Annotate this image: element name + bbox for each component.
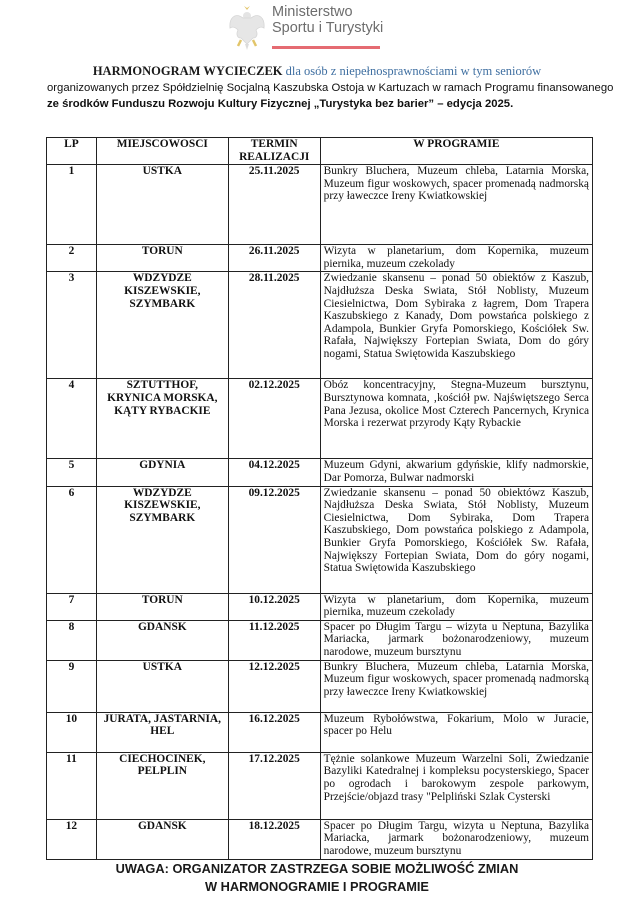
row-date: 02.12.2025 bbox=[228, 379, 320, 459]
row-program: Bunkry Bluchera, Muzeum chleba, Latarnia Morska, Muzeum figur woskowych, spacer promenadą nadmorską przy ławeczce Ireny Kwiatkowskiej bbox=[320, 165, 592, 245]
funding-line: ze środków Funduszu Rozwoju Kultury Fizycznej „Turystyka bez barier” – edycja 2025. bbox=[47, 98, 514, 110]
row-place: WDZYDZE KISZEWSKIE, SZYMBARK bbox=[96, 486, 228, 593]
row-date: 17.12.2025 bbox=[228, 752, 320, 819]
intro-line: organizowanych przez Spółdzielnię Socjalną Kaszubska Ostoja w Kartuzach w ramach Programu finansowanego bbox=[47, 82, 614, 94]
row-program: Bunkry Bluchera, Muzeum chleba, Latarnia Morska, Muzeum figur woskowych, spacer promenadą nadmorską przy ławeczce Ireny Kwiatkowskiej bbox=[320, 660, 592, 712]
document-title: HARMONOGRAM WYCIECZEK dla osób z niepełnosprawnościami w tym seniorów bbox=[92, 64, 542, 78]
row-number: 6 bbox=[47, 486, 97, 593]
row-date: 28.11.2025 bbox=[228, 272, 320, 379]
table-row bbox=[47, 620, 593, 660]
table-row bbox=[47, 752, 593, 819]
row-number: 12 bbox=[47, 819, 97, 859]
row-place: SZTUTTHOF, KRYNICA MORSKA, KĄTY RYBACKIE bbox=[96, 379, 228, 459]
row-program: Zwiedzanie skansenu – ponad 50 obiektów z Kaszub, Najdłuższa Deska Swiata, Stół Noblisty, Muzeum Ciesielnictwa, Dom Sybiraka z łagrem, Dom Trapera Kaszubskiego z Kanady, Dom powstańca polskiego z Adampola, Bunkier Gryfa Pomorskiego, Kościółek Sw. Rafała, Największy Fortepian Swiata, Dom do góry nogami, Statua Swiętowida Kaszubskiego bbox=[320, 272, 592, 379]
row-number: 4 bbox=[47, 379, 97, 459]
row-date: 25.11.2025 bbox=[228, 165, 320, 245]
row-place: GDANSK bbox=[96, 819, 228, 859]
row-program: Obóz koncentracyjny, Stegna-Muzeum bursztynu, Bursztynowa komnata, ‚kościół pw. Najświętszego Serca Pana Jezusa, okolice Most Czterech Pancernych, Krynica Morska i rezerwat przyrody Kąty Rybackie bbox=[320, 379, 592, 459]
row-number: 2 bbox=[47, 245, 97, 272]
column-header-place: MIEJSCOWOSCI bbox=[96, 138, 228, 165]
row-place: WDZYDZE KISZEWSKIE, SZYMBARK bbox=[96, 272, 228, 379]
row-program: Zwiedzanie skansenu – ponad 50 obiektówz Kaszub, Najdłuższa Deska Swiata, Stół Noblisty, Muzeum Ciesielnictwa, Dom Sybiraka, Dom Trapera Kaszubskiego, Dom powstańca polskiego z Adampola, Bunkier Gryfa Pomorskiego, Kościółek Sw. Rafała, Największy Fortepian Swiata, Dom do góry nogami, Statua Swiętowida Kaszubskiego bbox=[320, 486, 592, 593]
table-row bbox=[47, 660, 593, 712]
row-place: USTKA bbox=[96, 660, 228, 712]
row-date: 26.11.2025 bbox=[228, 245, 320, 272]
row-place: USTKA bbox=[96, 165, 228, 245]
row-number: 7 bbox=[47, 593, 97, 620]
row-place: CIECHOCINEK, PELPLIN bbox=[96, 752, 228, 819]
row-date: 10.12.2025 bbox=[228, 593, 320, 620]
row-number: 11 bbox=[47, 752, 97, 819]
row-program: Tężnie solankowe Muzeum Warzelni Soli, Zwiedzanie Bazyliki Katedralnej i kompleksu pocysterskiego, Spacer po ogrodach i barokowym zespole parkowym, Przejście/objazd trasy "Pelpliński Szlak Cysterski bbox=[320, 752, 592, 819]
schedule-table bbox=[46, 137, 593, 860]
table-row bbox=[47, 712, 593, 752]
row-date: 04.12.2025 bbox=[228, 459, 320, 486]
row-number: 8 bbox=[47, 620, 97, 660]
table-row bbox=[47, 593, 593, 620]
row-number: 1 bbox=[47, 165, 97, 245]
row-program: Spacer po Długim Targu, wizyta u Neptuna, Bazylika Mariacka, jarmark bożonarodzeniowy, muzeum narodowe, muzeum bursztynu bbox=[320, 819, 592, 859]
table-row bbox=[47, 486, 593, 593]
row-place: TORUN bbox=[96, 245, 228, 272]
column-header-program: W PROGRAMIE bbox=[320, 138, 592, 165]
row-program: Muzeum Rybołówstwa, Fokarium, Molo w Juracie, spacer po Helu bbox=[320, 712, 592, 752]
row-number: 10 bbox=[47, 712, 97, 752]
row-number: 5 bbox=[47, 459, 97, 486]
table-row bbox=[47, 165, 593, 245]
row-date: 09.12.2025 bbox=[228, 486, 320, 593]
row-program: Muzeum Gdyni, akwarium gdyńskie, klify nadmorskie, Dar Pomorza, Bulwar nadmorski bbox=[320, 459, 592, 486]
table-row bbox=[47, 379, 593, 459]
row-date: 18.12.2025 bbox=[228, 819, 320, 859]
eagle-emblem-icon bbox=[227, 4, 267, 52]
row-date: 16.12.2025 bbox=[228, 712, 320, 752]
table-row bbox=[47, 245, 593, 272]
disclaimer-line-1: UWAGA: ORGANIZATOR ZASTRZEGA SOBIE MOŻLIWOŚĆ ZMIAN bbox=[115, 861, 519, 876]
ministry-name: Ministerstwo Sportu i Turystyki bbox=[272, 4, 384, 36]
row-program: Spacer po Długim Targu – wizyta u Neptuna, Bazylika Mariacka, jarmark bożonarodzeniowy, muzeum narodowe, muzeum bursztynu bbox=[320, 620, 592, 660]
disclaimer-line-2: W HARMONOGRAMIE I PROGRAMIE bbox=[205, 879, 429, 894]
row-number: 9 bbox=[47, 660, 97, 712]
row-place: GDANSK bbox=[96, 620, 228, 660]
table-row bbox=[47, 819, 593, 859]
table-header-row bbox=[47, 138, 593, 165]
table-row bbox=[47, 272, 593, 379]
row-place: TORUN bbox=[96, 593, 228, 620]
row-place: JURATA, JASTARNIA, HEL bbox=[96, 712, 228, 752]
column-header-date: TERMIN REALIZACJI bbox=[228, 138, 320, 165]
row-program: Wizyta w planetarium, dom Kopernika, muzeum piernika, muzeum czekolady bbox=[320, 593, 592, 620]
row-date: 12.12.2025 bbox=[228, 660, 320, 712]
logo-accent-bar bbox=[272, 46, 380, 49]
column-header-lp: LP bbox=[47, 138, 97, 165]
ministry-logo bbox=[227, 2, 397, 56]
table-row bbox=[47, 459, 593, 486]
row-date: 11.12.2025 bbox=[228, 620, 320, 660]
row-place: GDYNIA bbox=[96, 459, 228, 486]
row-program: Wizyta w planetarium, dom Kopernika, muzeum piernika, muzeum czekolady bbox=[320, 245, 592, 272]
row-number: 3 bbox=[47, 272, 97, 379]
